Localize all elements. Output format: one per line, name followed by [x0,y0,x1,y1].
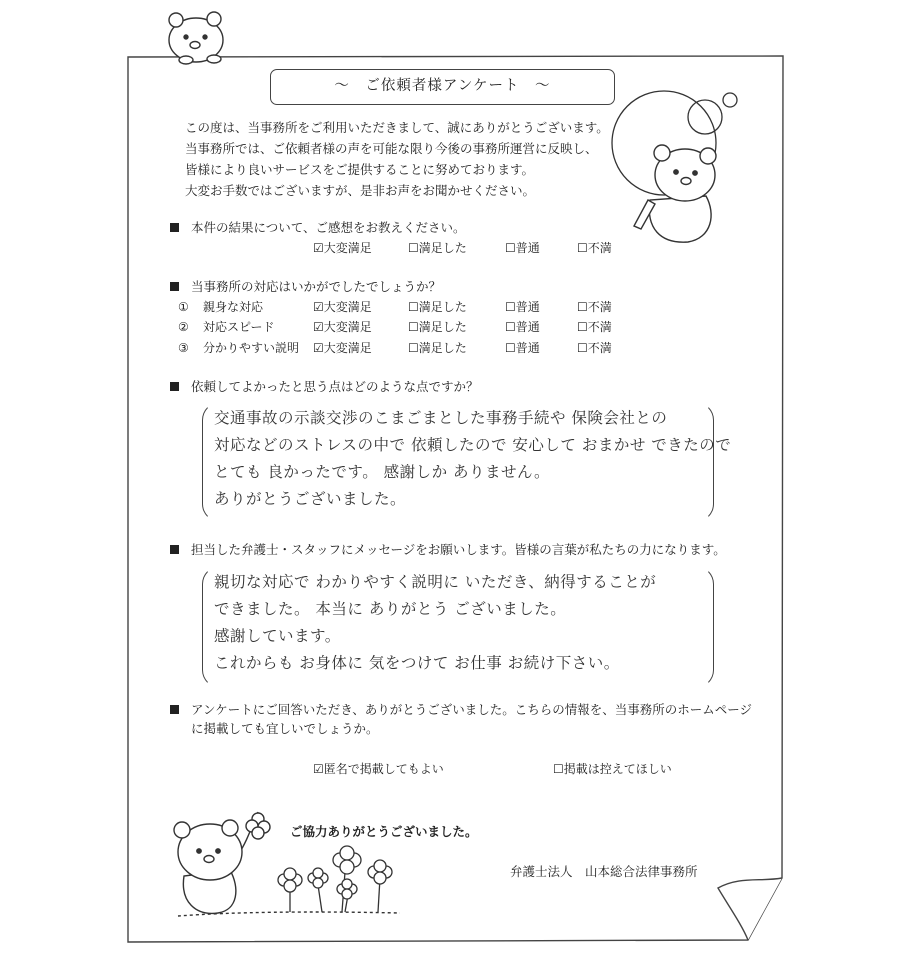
q2-row-num: ② [178,320,189,334]
q4-answer[interactable] [214,569,656,677]
square-bullet-icon [170,282,179,291]
survey-title: ～ ご依頼者様アンケート ～ [270,69,615,105]
question-4-text: 担当した弁護士・スタッフにメッセージをお願いします。皆様の言葉が私たちの力になります。 [191,542,726,557]
answer-line: 交通事故の示談交渉のこまごまとした事務手続や 保険会社との [214,409,668,427]
q2-r1-very-satisfied[interactable]: ☑大変満足 [313,300,372,314]
question-3 [170,378,479,396]
publish-anonymous-option[interactable]: ☑匿名で掲載してもよい [313,762,444,776]
intro-text [185,117,609,201]
answer-line: 対応などのストレスの中で 依頼したので 安心して おまかせ できたので [214,436,732,454]
q2-r2-very-satisfied[interactable]: ☑大変満足 [313,320,372,334]
q2-r1-satisfied[interactable]: ☐満足した [408,300,467,314]
question-3-text: 依頼してよかったと思う点はどのような点ですか？ [191,379,479,394]
publish-decline-option[interactable]: ☐掲載は控えてほしい [553,762,672,776]
q1-option-satisfied[interactable]: ☐満足した [408,241,467,255]
q2-r3-dissatisfied[interactable]: ☐不満 [577,341,612,355]
q2-r3-normal[interactable]: ☐普通 [505,341,540,355]
q2-r2-normal[interactable]: ☐普通 [505,320,540,334]
question-1 [170,219,466,237]
q2-row-label: 親身な対応 [203,300,264,314]
answer-line: できました。 本当に ありがとう ございました。 [214,600,567,618]
square-bullet-icon [170,223,179,232]
q2-r2-satisfied[interactable]: ☐満足した [408,320,467,334]
answer-line: 親切な対応で わかりやすく説明に いただき、納得することが [214,573,657,591]
q1-option-normal[interactable]: ☐普通 [505,241,540,255]
square-bullet-icon [170,705,179,714]
q2-r1-normal[interactable]: ☐普通 [505,300,540,314]
question-1-text: 本件の結果について、ご感想をお教えください。 [191,220,466,235]
intro-line: 大変お手数ではございますが、是非お声をお聞かせください。 [185,183,536,198]
question-2-text: 当事務所の対応はいかがでしたでしょうか？ [191,279,442,294]
question-5-text: アンケートにご回答いただき、ありがとうございました。こちらの情報を、当事務所のホームページ [191,702,753,717]
thanks-message: ご協力ありがとうございました。 [290,824,478,839]
q2-r2-dissatisfied[interactable]: ☐不満 [577,320,612,334]
q2-row-num: ① [178,300,189,314]
intro-line: 当事務所では、ご依頼者様の声を可能な限り今後の事務所運営に反映し、 [185,141,598,156]
bear-top-icon [169,12,223,64]
firm-name: 弁護士法人 山本総合法律事務所 [510,864,698,879]
q2-row-label: 対応スピード [203,320,275,334]
intro-line: この度は、当事務所をご利用いただきまして、誠にありがとうございます。 [185,120,609,135]
q1-option-very-satisfied[interactable]: ☑大変満足 [313,241,372,255]
q2-row-num: ③ [178,341,189,355]
question-5-line2: に掲載しても宜しいでしょうか。 [191,721,379,736]
question-4 [170,541,726,559]
q2-r3-satisfied[interactable]: ☐満足した [408,341,467,355]
square-bullet-icon [170,382,179,391]
answer-line: ありがとうございました。 [214,490,407,508]
answer-line: これからも お身体に 気をつけて お仕事 お続け下さい。 [214,654,620,672]
q3-answer[interactable] [214,405,731,513]
q2-r3-very-satisfied[interactable]: ☑大変満足 [313,341,372,355]
answer-line: 感謝しています。 [214,627,341,645]
q2-row-label: 分かりやすい説明 [203,341,300,355]
answer-line: とても 良かったです。 感謝しか ありません。 [214,463,550,481]
question-2 [170,278,441,296]
q1-option-dissatisfied[interactable]: ☐不満 [577,241,612,255]
question-5 [170,701,752,719]
intro-line: 皆様により良いサービスをご提供することに努めております。 [185,162,535,177]
q2-r1-dissatisfied[interactable]: ☐不満 [577,300,612,314]
square-bullet-icon [170,545,179,554]
